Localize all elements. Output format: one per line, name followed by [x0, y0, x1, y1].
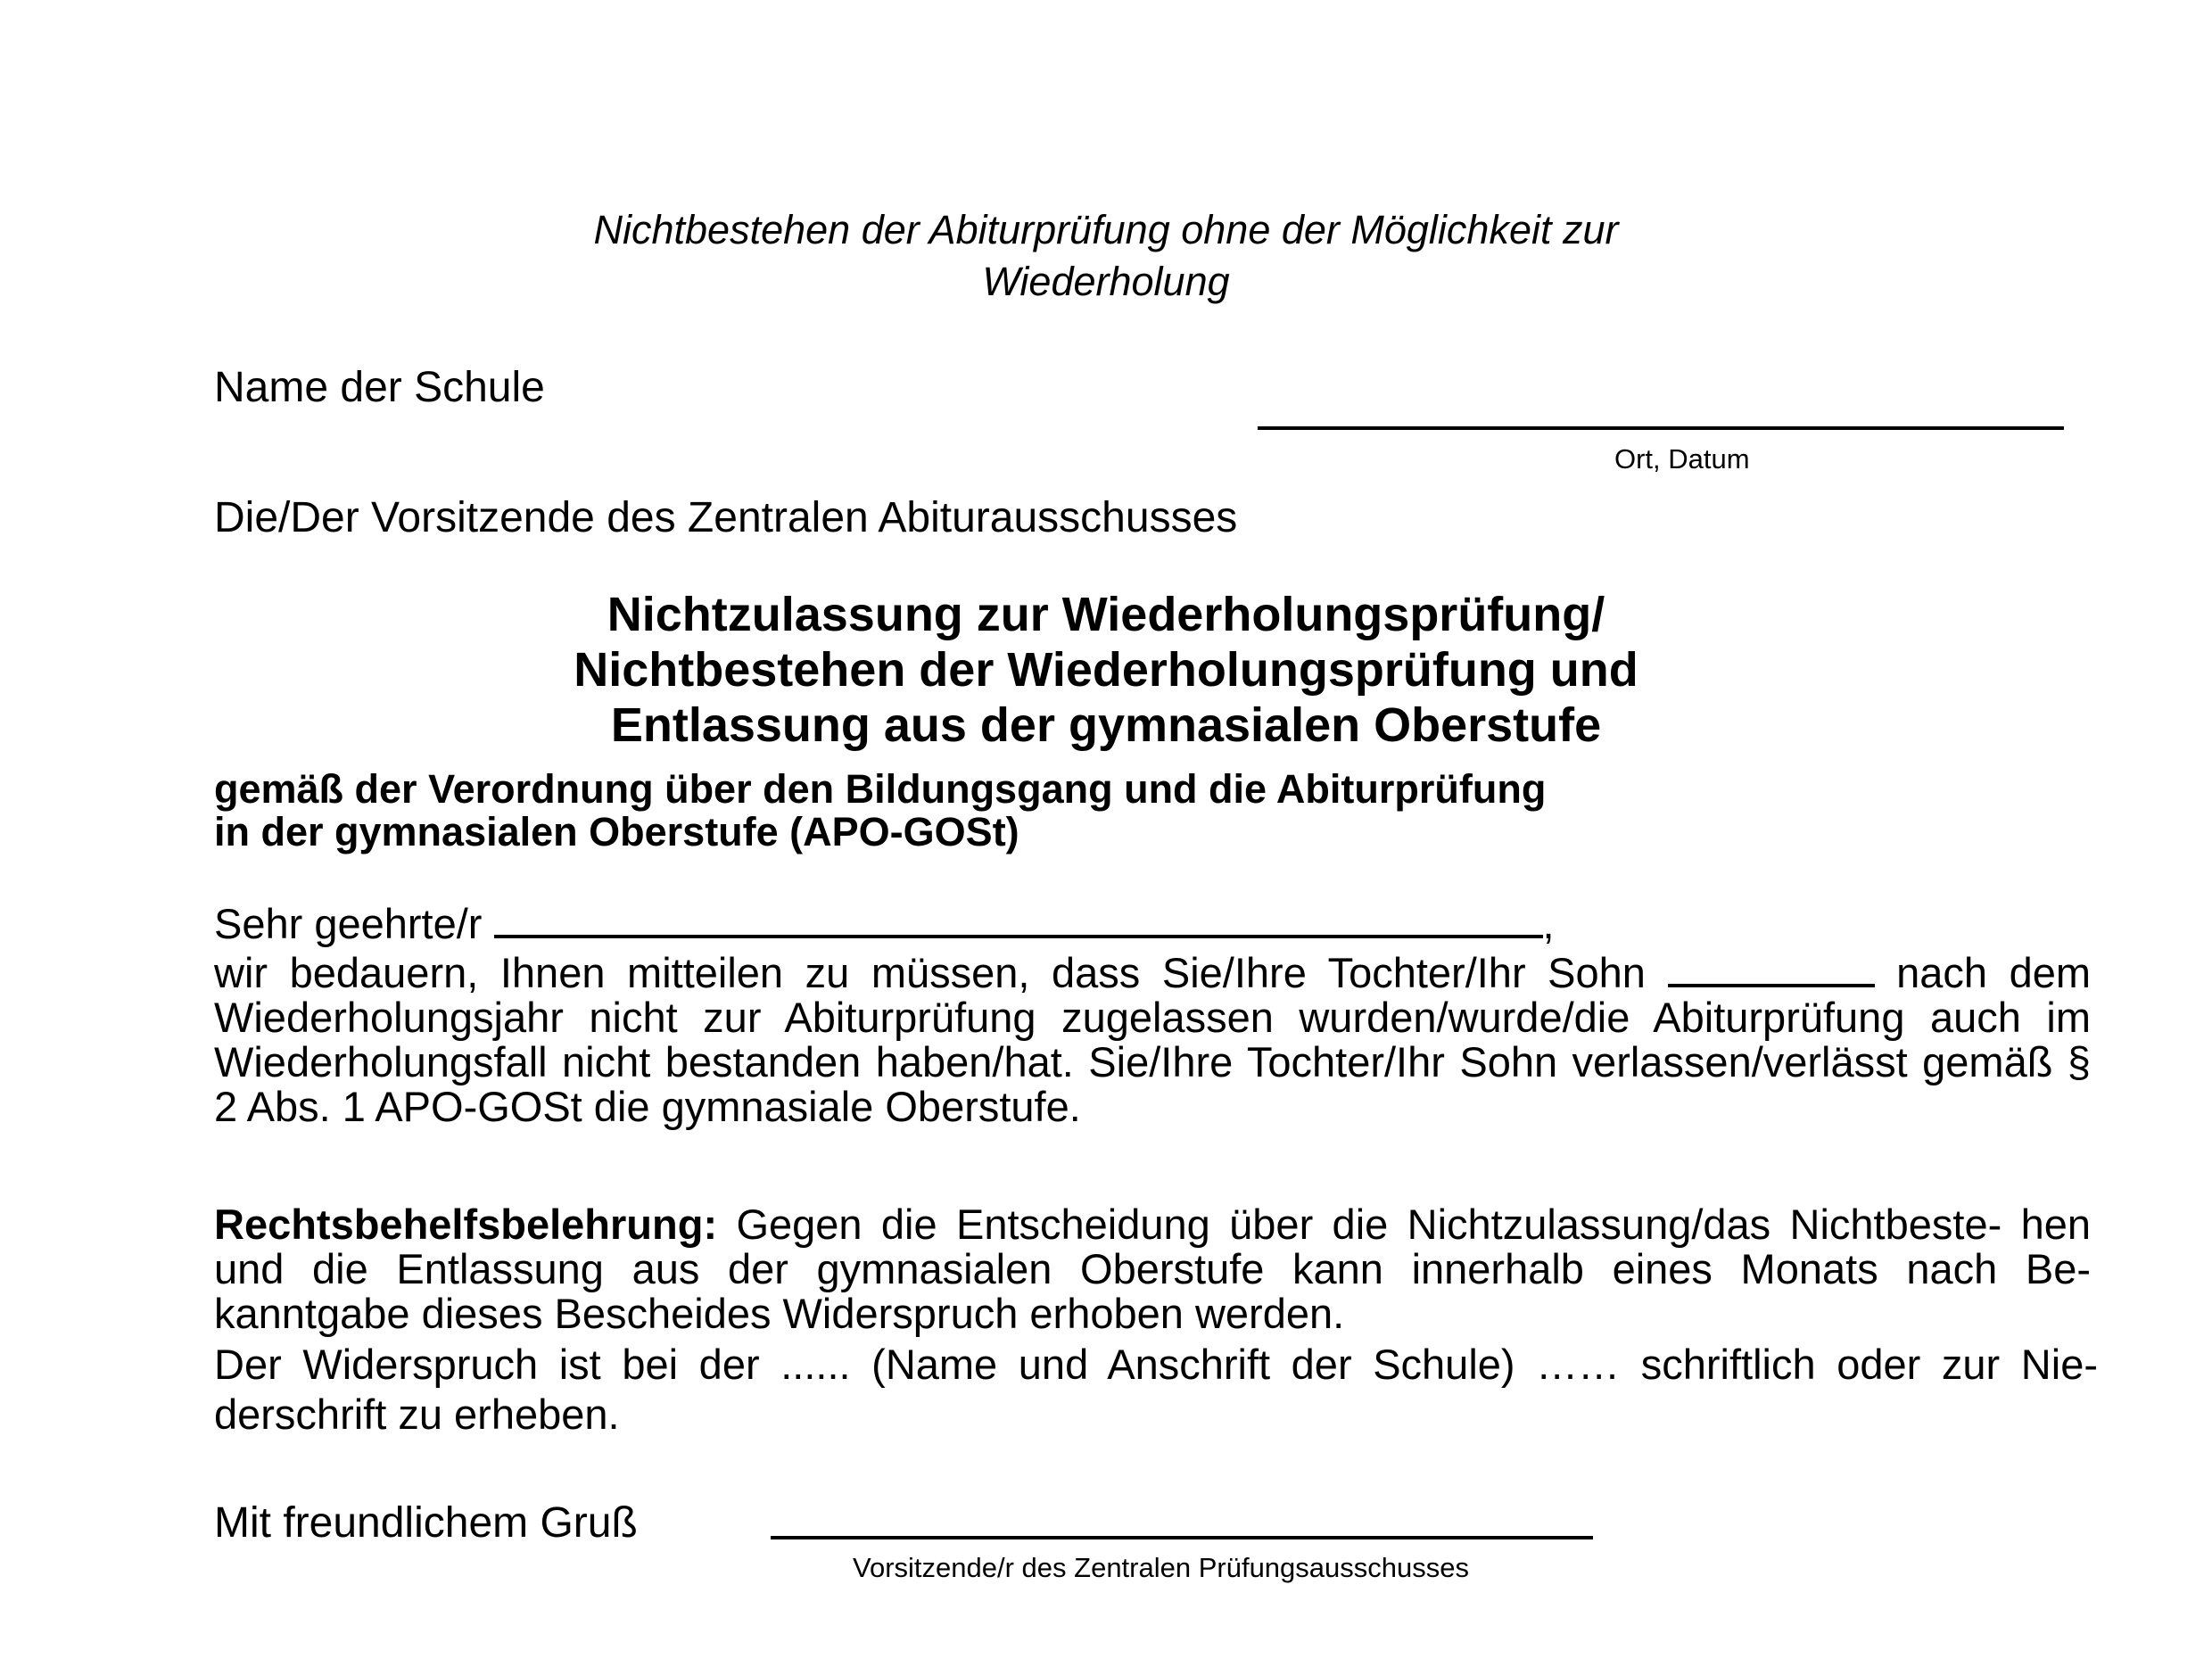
- law-reference-line2: in der gymnasialen Oberstufe (APO-GOSt): [214, 809, 1019, 854]
- salutation: [214, 899, 1555, 949]
- recipient-name-blank: [494, 901, 1543, 938]
- legal-notice: [214, 1202, 2091, 1336]
- signature-line: [771, 1536, 1593, 1539]
- legal-notice-label: Rechtsbehelfsbelehrung:: [214, 1201, 718, 1248]
- place-date-line: [1258, 426, 2064, 430]
- main-title-line2: Nichtbestehen der Wiederholungsprüfung und: [574, 643, 1638, 697]
- salutation-comma: ,: [1542, 900, 1555, 947]
- legal-notice-objection: [214, 1340, 2098, 1440]
- closing-greeting: Mit freundlichem Gruß: [214, 1499, 638, 1547]
- document-subtitle-line1: Nichtbestehen der Abiturprüfung ohne der Möglichkeit zur: [593, 207, 1619, 252]
- student-name-blank: [1668, 950, 1875, 987]
- place-date-caption: Ort, Datum: [1614, 443, 1750, 475]
- law-reference-line1: gemäß der Verordnung über den Bildungsgang und die Abiturprüfung: [214, 766, 1547, 812]
- legal-notice-text: Gegen die Entscheidung über die Nichtzulassung/das Nichtbeste- hen und die Entlassung aus der gymnasialen Oberstufe kann innerhalb eines Monats nach Be- kanntgabe dieses Bescheides Widerspruch erhoben werden.: [214, 1201, 2091, 1337]
- salutation-text: Sehr geehrte/r: [214, 900, 483, 947]
- letter-body-part2: nach dem Wiederholungsjahr nicht zur Abiturprüfung zugelassen wurden/wurde/die Abiturprüfung auch im Wiederholungsfall nicht bestanden haben/hat. Sie/Ihre Tochter/Ihr Sohn verlassen/verlässt gemäß § 2 Abs. 1 APO-GOSt die gymnasiale Oberstufe.: [214, 949, 2092, 1130]
- chair-label: Die/Der Vorsitzende des Zentralen Abiturausschusses: [214, 494, 1238, 541]
- document-subtitle-line2: Wiederholung: [982, 259, 1230, 304]
- school-name-label: Name der Schule: [214, 364, 545, 411]
- letter-body: [214, 950, 2091, 1129]
- main-title-line1: Nichtzulassung zur Wiederholungsprüfung/: [607, 588, 1605, 641]
- main-title-line3: Entlassung aus der gymnasialen Oberstufe: [610, 698, 1602, 752]
- signature-caption: Vorsitzende/r des Zentralen Prüfungsausschusses: [853, 1552, 1469, 1583]
- letter-body-part1: wir bedauern, Ihnen mitteilen zu müssen, dass Sie/Ihre Tochter/Ihr Sohn: [214, 949, 1646, 996]
- legal-notice-text2: Der Widerspruch ist bei der ...... (Name und Anschrift der Schule) …… schriftlich oder zur Nie- derschrift zu erheben.: [214, 1341, 2098, 1438]
